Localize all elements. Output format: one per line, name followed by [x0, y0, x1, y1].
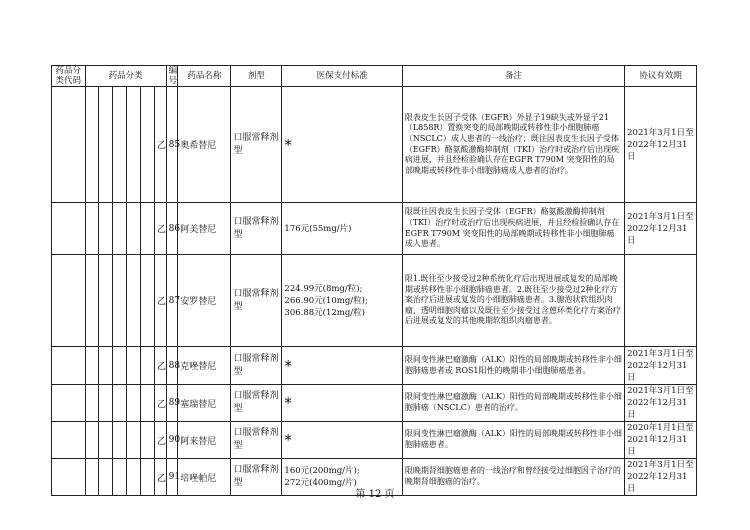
note-cell: 限间变性淋巴瘤激酶（ALK）阳性的局部晚期或转移性非小细胞肺癌患者。 [402, 422, 624, 459]
category-level-cell: 乙 [155, 87, 167, 203]
category-cell [127, 347, 141, 385]
payment-standard-cell [282, 422, 402, 459]
payment-standard-line: * [284, 431, 292, 449]
category-level-cell: 乙 [155, 459, 167, 496]
table-row [52, 422, 697, 459]
code-cell [52, 385, 86, 422]
header-code: 药品分类代码 [52, 66, 86, 87]
category-cell [141, 87, 155, 203]
category-cell [99, 385, 113, 422]
code-cell [52, 347, 86, 385]
category-cell [141, 422, 155, 459]
drug-name-cell: 安罗替尼 [178, 255, 231, 347]
validity-period-cell: 2020年1月1日至2021年12月31日 [625, 422, 697, 459]
category-cell [141, 347, 155, 385]
payment-standard-line: * [284, 394, 292, 412]
payment-standard-line: 160元(200mg/片); [284, 466, 360, 476]
drug-name-cell: 克唑替尼 [178, 347, 231, 385]
drug-name-cell: 阿美替尼 [178, 203, 231, 255]
category-cell [85, 422, 99, 459]
payment-standard-line: * [284, 356, 292, 375]
payment-standard-line: 272元(400mg/片) [284, 478, 357, 488]
code-cell [52, 255, 86, 347]
category-cell [127, 385, 141, 422]
drug-name-cell: 奥希替尼 [178, 87, 231, 203]
category-level-cell: 乙 [155, 203, 167, 255]
category-cell [85, 255, 99, 347]
payment-standard-cell [282, 203, 402, 255]
dosage-form-cell: 口服常释剂型 [231, 459, 282, 496]
note-cell: 限间变性淋巴瘤激酶（ALK）阳性的局部晚期或转移性非小细胞肺癌患者或 ROS1阳性的晚期非小细胞肺癌患者。 [402, 347, 624, 385]
header-standard: 医保支付标准 [282, 66, 402, 87]
category-cell [85, 87, 99, 203]
table-header-row [52, 66, 697, 87]
category-cell [141, 203, 155, 255]
category-cell [99, 255, 113, 347]
validity-period-cell: 2021年3月1日至2022年12月31日 [625, 459, 697, 496]
payment-standard-line: 306.88元(12mg/粒) [284, 307, 365, 318]
drug-name-cell: 培唑帕尼 [178, 459, 231, 496]
header-note: 备注 [402, 66, 624, 87]
table-row [52, 203, 697, 255]
table-row [52, 347, 697, 385]
drug-table [51, 65, 697, 496]
category-cell [113, 422, 127, 459]
category-cell [99, 203, 113, 255]
note-cell: 限表皮生长因子受体（EGFR）外显子19缺失或外显子21（L858R）置换突变的局部晚期或转移性非小细胞肺癌（NSCLC）成人患者的一线治疗；既往因表皮生长因子受体（EGFR）酪氨酸激酶抑制剂（TKI）治疗时或治疗后出现疾病进展，并且经检验确认存在EGFR T790M 突变阳性的局部晚期或转移性非小细胞肺癌成人患者的治疗。 [402, 87, 624, 203]
dosage-form-cell: 口服常释剂型 [231, 87, 282, 203]
dosage-form-cell: 口服常释剂型 [231, 385, 282, 422]
category-cell [99, 422, 113, 459]
number-cell: 91 [166, 459, 178, 496]
number-cell: 90 [166, 422, 178, 459]
dosage-form-cell: 口服常释剂型 [231, 255, 282, 347]
category-cell [113, 87, 127, 203]
drug-name-cell: 塞瑞替尼 [178, 385, 231, 422]
table-row [52, 385, 697, 422]
payment-standard-line: 266.90元(10mg/粒); [284, 295, 368, 306]
number-cell: 86 [166, 203, 178, 255]
category-cell [113, 347, 127, 385]
number-cell: 85 [166, 87, 178, 203]
table-row [52, 255, 697, 347]
dosage-form-cell: 口服常释剂型 [231, 203, 282, 255]
note-cell: 限1.既往至少接受过2种系统化疗后出现进展或复发的局部晚期或转移性非小细胞肺癌患者。2.既往至少接受过2种化疗方案治疗后进展或复发的小细胞肺癌患者。3.腺泡状软组织肉瘤、透明细胞肉瘤以及既往至少接受过含蒽环类化疗方案治疗后进展或复发的其他晚期软组织肉瘤患者。 [402, 255, 624, 347]
dosage-form-cell: 口服常释剂型 [231, 347, 282, 385]
category-cell [141, 385, 155, 422]
category-cell [127, 203, 141, 255]
category-cell [127, 422, 141, 459]
payment-standard-cell [282, 87, 402, 203]
category-cell [99, 87, 113, 203]
category-level-cell: 乙 [155, 385, 167, 422]
note-cell: 限晚期肾细胞癌患者的一线治疗和曾经接受过细胞因子治疗的晚期肾细胞癌的治疗。 [402, 459, 624, 496]
header-number: 编号 [166, 66, 178, 87]
category-cell [141, 255, 155, 347]
validity-period-cell: 2021年3月1日至2022年12月31日 [625, 347, 697, 385]
page-number: 第 12 页 [355, 489, 395, 500]
category-cell [113, 203, 127, 255]
validity-period-cell: 2021年3月1日至2022年12月31日 [625, 385, 697, 422]
number-cell: 88 [166, 347, 178, 385]
payment-standard-cell [282, 385, 402, 422]
code-cell [52, 87, 86, 203]
payment-standard-line: * [284, 135, 292, 154]
header-category: 药品分类 [85, 66, 166, 87]
dosage-form-cell: 口服常释剂型 [231, 422, 282, 459]
category-level-cell: 乙 [155, 347, 167, 385]
header-name: 药品名称 [178, 66, 231, 87]
code-cell [52, 422, 86, 459]
category-cell [85, 347, 99, 385]
category-cell [85, 385, 99, 422]
number-cell: 89 [166, 385, 178, 422]
category-cell [127, 255, 141, 347]
payment-standard-cell [282, 347, 402, 385]
category-level-cell: 乙 [155, 255, 167, 347]
category-level-cell: 乙 [155, 422, 167, 459]
drug-name-cell: 阿来替尼 [178, 422, 231, 459]
note-cell: 限既往因表皮生长因子受体（EGFR）酪氨酸激酶抑制剂（TKI）治疗时或治疗后出现疾病进展，并且经检验确认存在EGFR T790M 突变阳性的局部晚期或转移性非小细胞肺癌成人患者。 [402, 203, 624, 255]
category-cell [85, 203, 99, 255]
table-row [52, 87, 697, 203]
validity-period-cell: 2021年3月1日至2022年12月31日 [625, 87, 697, 203]
code-cell [52, 203, 86, 255]
payment-standard-cell [282, 255, 402, 347]
validity-period-cell: 2021年3月1日至2022年12月31日 [625, 203, 697, 255]
payment-standard-line: 224.99元(8mg/粒); [284, 283, 363, 294]
note-cell: 限间变性淋巴瘤激酶（ALK）阳性的局部晚期或转移性非小细胞肺癌（NSCLC）患者的治疗。 [402, 385, 624, 422]
category-cell [127, 87, 141, 203]
header-form: 剂型 [231, 66, 282, 87]
category-cell [113, 385, 127, 422]
category-cell [99, 347, 113, 385]
number-cell: 87 [166, 255, 178, 347]
category-cell [113, 255, 127, 347]
validity-period-cell [625, 255, 697, 347]
header-period: 协议有效期 [625, 66, 697, 87]
payment-standard-line: 176元(55mg/片) [284, 223, 352, 234]
